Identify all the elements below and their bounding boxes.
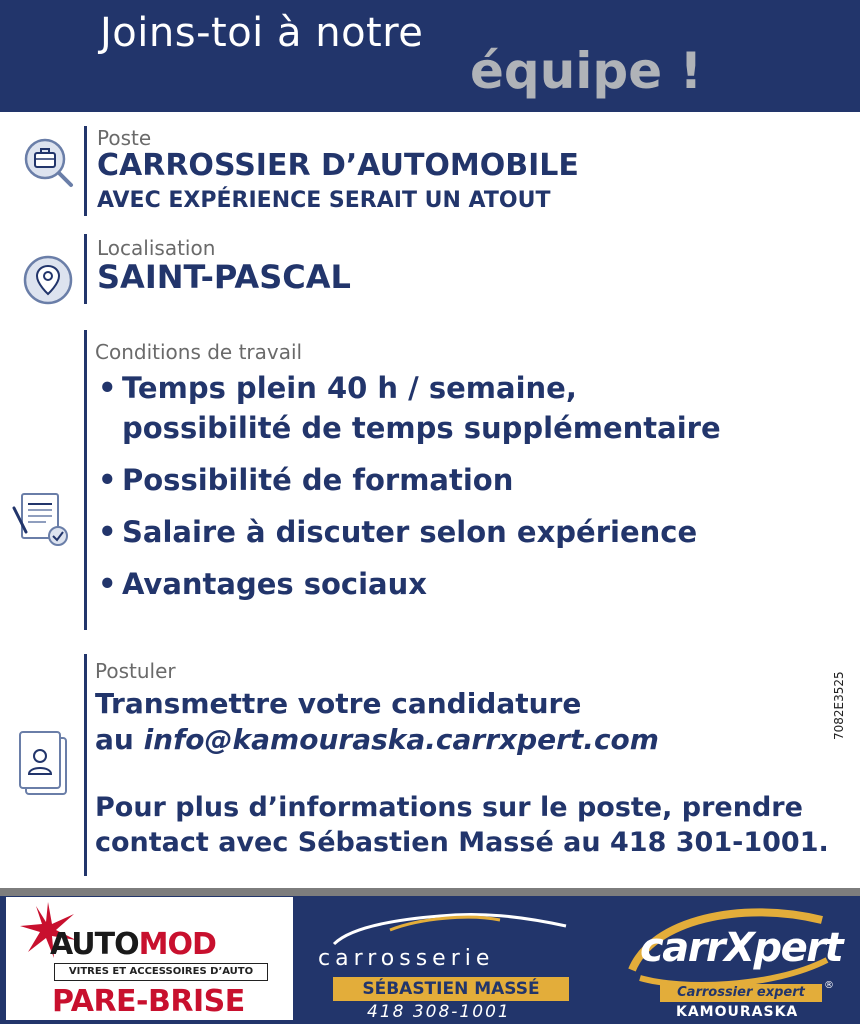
conditions-item: • Salaire à discuter selon expérience [98,512,838,552]
registered-mark-icon: ® [824,980,834,991]
automod-name-part2: MOD [138,927,216,962]
user-document-icon [16,730,74,800]
automod-wordmark [50,927,216,962]
localisation-value: SAINT-PASCAL [97,258,351,296]
header-line1: Joins-toi à notre [100,10,424,56]
car-silhouette-icon [330,906,570,946]
carrosserie-name: SÉBASTIEN MASSÉ [333,977,569,1001]
postuler-line2-prefix: au [95,723,144,756]
localisation-label: Localisation [97,236,216,260]
conditions-item: • Temps plein 40 h / semaine, possibilité de temps supplémentaire [98,368,752,448]
email-link[interactable]: info@kamouraska.carrxpert.com [143,723,659,756]
poste-title: CARROSSIER D’AUTOMOBILE [97,148,579,183]
carrosserie-phone: 418 308-1001 [367,1002,511,1022]
document-check-icon [12,490,72,550]
conditions-divider [84,330,87,630]
localisation-divider [84,234,87,304]
postuler-email-line [95,722,659,758]
carrxpert-location: KAMOURASKA [676,1004,799,1020]
postuler-line1: Transmettre votre candidature [95,687,582,720]
automod-tagline: VITRES ET ACCESSOIRES D’AUTO [54,963,268,981]
poste-divider [84,126,87,216]
carrxpert-wordmark: carrXpert [640,925,843,971]
header-banner [0,0,860,112]
info-line2: contact avec Sébastien Massé au 418 301-1001. [95,827,829,858]
ad-code: 7082E3525 [832,671,846,740]
header-line2: équipe ! [470,42,703,100]
postuler-label: Postuler [95,659,176,683]
info-line1: Pour plus d’informations sur le poste, prendre [95,792,803,823]
conditions-list [98,368,838,616]
location-pin-icon [22,254,74,306]
carrosserie-word: carrosserie [318,946,495,971]
carrxpert-tagline: Carrossier expert [660,984,822,1002]
conditions-item: • Possibilité de formation [98,460,838,500]
poste-subtitle: AVEC EXPÉRIENCE SERAIT UN ATOUT [97,188,551,213]
automod-subtitle: PARE-BRISE [52,984,245,1019]
conditions-label: Conditions de travail [95,340,303,364]
poste-label: Poste [97,126,152,150]
postuler-divider [84,654,87,876]
conditions-item: • Avantages sociaux [98,564,838,604]
automod-name-part1: AUTO [50,927,139,962]
briefcase-search-icon [22,136,74,188]
footer-divider [0,888,860,896]
